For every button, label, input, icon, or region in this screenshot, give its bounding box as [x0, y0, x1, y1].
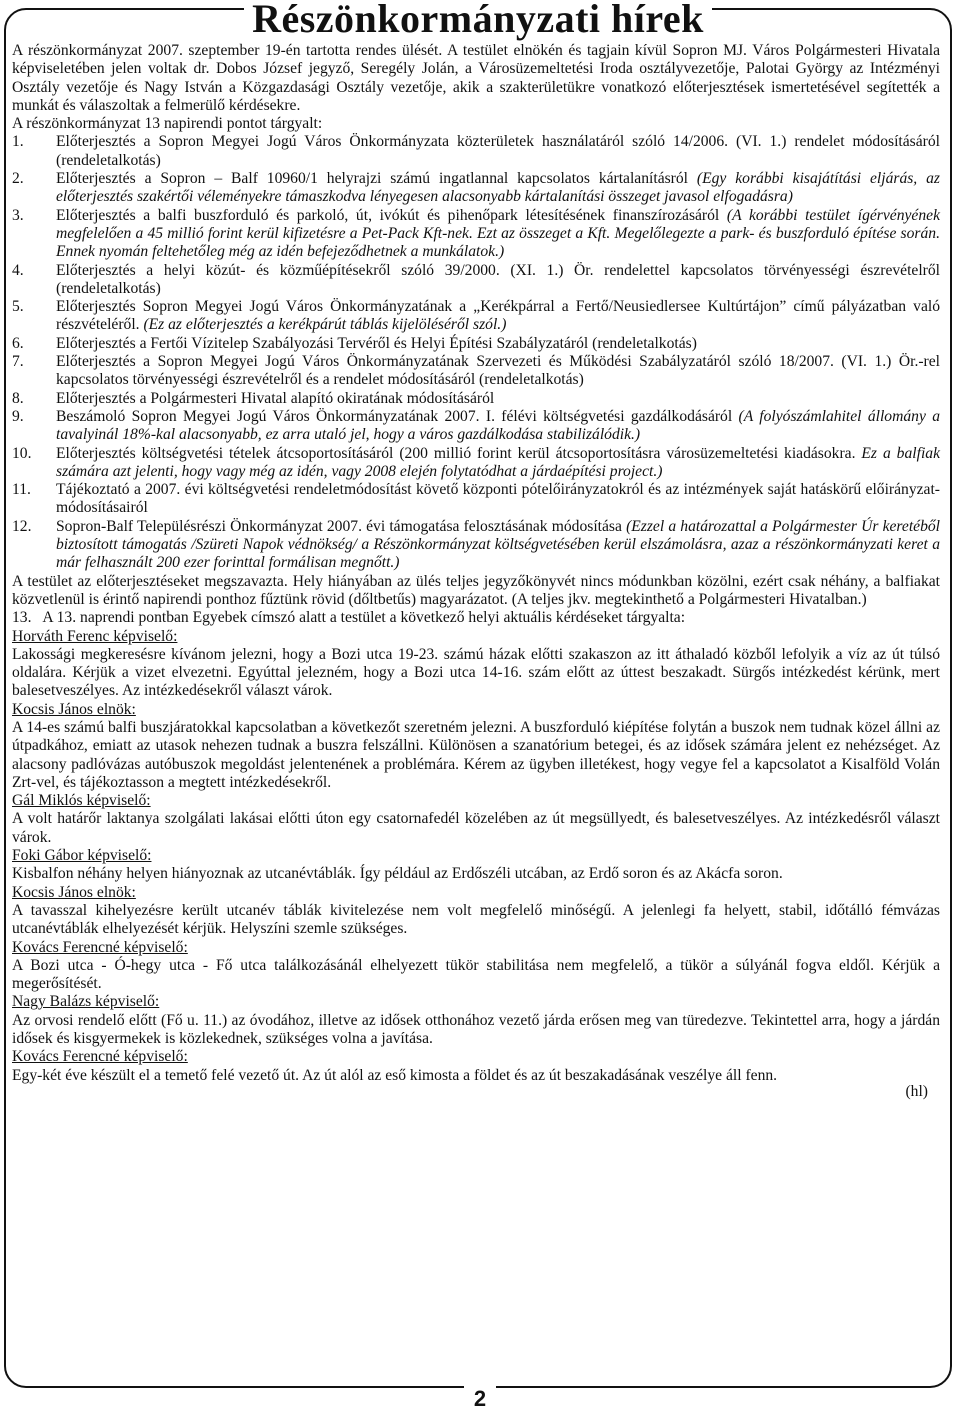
agenda-item-main-text: Beszámoló Sopron Megyei Jogú Város Önkormányzatának 2007. I. félévi költségvetési gazdálkodásáról: [56, 407, 739, 425]
agenda-item: [12, 445, 940, 482]
agenda-item-number: 12.: [12, 517, 32, 535]
agenda-item-number: 7.: [12, 353, 24, 371]
speaker-name: Kovács Ferencné képviselő:: [12, 1048, 188, 1066]
agenda-item: [12, 408, 940, 445]
agenda-item-note: Ez a balfiak számára azt jelenti, hogy vagy még az idén, vagy 2008 elején folytatódhat a járdaépítési project.): [56, 444, 940, 480]
speaker-statement: A volt határőr laktanya szolgálati lakásai előtti úton egy csatornafedél közelében az út megsüllyedt, és balesetveszélyes. Az intézkedésről választ várok.: [12, 810, 940, 846]
agenda-item-number: 11.: [12, 481, 31, 499]
agenda-item-text: [56, 207, 940, 262]
agenda-item-main-text: Előterjesztés a Sopron Megyei Jogú Város Önkormányzatának Szervezeti és Működési Szabályzatáról szóló 18/2007. (VI. 1.) Ör.-rel kapcsolatos törvényességi észrevételről és a rendelet módosításáról (rendeletalkotás): [56, 353, 940, 389]
agenda-item-note: (Egy korábbi kisajátítási eljárás, az előterjesztés szakértői véleményekre támaszkodva lényegesen alacsonyabb kártalanítási összeget javasol elfogadásra): [56, 170, 940, 206]
agenda-item: [12, 170, 940, 207]
agenda-item: [12, 518, 940, 573]
agenda-item-main-text: Előterjesztés a Polgármesteri Hivatal alapító okiratának módosításáról: [56, 389, 495, 407]
speaker-statement: Kisbalfon néhány helyen hiányoznak az utcanévtáblák. Így például az Erdőszéli utcában, az Erdő soron és az Akácfa soron.: [12, 865, 783, 883]
agenda-item: [12, 262, 940, 299]
agenda-item-number: 4.: [12, 261, 24, 279]
page-number-text: 2: [464, 1386, 496, 1411]
agenda-item-note: (Ez az előterjesztés a kerékpárút táblás kijelöléséről szól.): [143, 316, 507, 334]
intro-paragraph: A részönkormányzat 2007. szeptember 19-én tartotta rendes ülését. A testület elnökén és tagjain kívül Sopron MJ. Város Polgármesteri Hivatala képviseletében jelen voltak dr. Dobos József jegyző, Seregély Jolán, a Városüzemeltetési Iroda osztályvezetője, Palotai György az Intézményi Osztály vezetője és Nagy István a Közgazdasági Osztály vezetője, akik a szakterületükre vonatkozó előterjesztések ismertetésével segítették a munkát és válaszoltak a felmerülő kérdésekre.: [12, 42, 940, 114]
speaker-name: Kovács Ferencné képviselő:: [12, 938, 188, 956]
agenda-item-number: 8.: [12, 389, 24, 407]
agenda-item-text: [56, 445, 940, 482]
page-title-text: Részönkormányzati hírek: [244, 0, 712, 41]
agenda-item-main-text: Előterjesztés költségvetési tételek átcsoportosításáról (200 millió forint kerül átcsoportosításra városüzemeltetési kiadásokra.: [56, 444, 862, 462]
page-title: [6, 0, 950, 42]
agenda-item: [12, 298, 940, 335]
agenda-item: [12, 335, 940, 353]
speaker-name: Foki Gábor képviselő:: [12, 847, 152, 865]
agenda-item-main-text: Előterjesztés a helyi közút- és közműépítésekről szóló 39/2000. (XI. 1.) Ör. rendelettel kapcsolatos törvényességi észrevételről (rendeletalkotás): [56, 261, 940, 297]
speaker-statement: Az orvosi rendelő előtt (Fő u. 11.) az óvodához, illetve az idősek otthonához vezető járda erősen meg van türedezve. Tekintettel arra, hogy a járdán idősek és kisgyermekek is közlekednek, szükséges volna a javítása.: [12, 1011, 940, 1048]
agenda-item-text: [56, 408, 940, 445]
agenda-list: [12, 133, 940, 572]
agenda-item-text: [56, 335, 940, 353]
speaker-statement: Lakossági megkeresésre kívánom jelezni, hogy a Bozi utca 19-23. számú házak előtti szakaszon az itt áthaladó közből lefolyik a víz az út túlsó oldalára. Kérjük a vizet elvezetni. Egyúttal jelezném, hogy a Bozi utca 14-16. szám előtt az úttest beszakadt. Sürgős intézkedést kérünk, mert balesetveszélyes. Az intézkedésekről választ várok.: [12, 645, 940, 700]
agenda-item-number: 1.: [12, 133, 24, 151]
agenda-item-main-text: Előterjesztés a Sopron – Balf 10960/1 helyrajzi számú ingatlannal kapcsolatos kártalanításról: [56, 170, 697, 188]
agenda-item-number: 9.: [12, 407, 24, 425]
speaker-statement: A Bozi utca - Ó-hegy utca - Fő utca találkozásánál elhelyezett tükör stabilitása nem megfelelő, a tükör a súlyánál fogva eldől. Kérjük a megerősítését.: [12, 956, 940, 993]
agenda-item: [12, 390, 940, 408]
agenda-item: [12, 207, 940, 262]
agenda-item-text: [56, 262, 940, 299]
agenda-item: [12, 481, 940, 518]
agenda-item-main-text: Előterjesztés a Sopron Megyei Jogú Város Önkormányzata közterületek használatáról szóló 14/2006. (VI. 1.) rendelet módosításáról (rendeletalkotás): [56, 133, 940, 169]
speaker-list: [12, 628, 940, 1085]
agenda-item-main-text: Tájékoztató a 2007. évi költségvetési rendeletmódosítást követő központi pótelőirányzatokról és az intézmények saját hatáskörű előirányzat-módosításairól: [56, 481, 940, 517]
agenda-item-text: [56, 353, 940, 390]
agenda-item-text: [56, 518, 940, 573]
speaker-name: Kocsis János elnök:: [12, 700, 136, 718]
agenda-item-note: (A folyószámlahitel állomány a tavalyinál 18%-kal alacsonyabb, ez arra utaló jel, hogy a város gazdálkodása stabilizálódik.): [56, 407, 940, 444]
agenda-item-number: 2.: [12, 170, 24, 188]
speaker-statement: A tavasszal kihelyezésre került utcanév táblák kivitelezése nem volt megfelelő minőségű. A jelenlegi fa helyett, stabil, időtálló fémvázas utcanévtáblák elhelyezését kérjük. Helyszíni szemle szükséges.: [12, 901, 940, 938]
agenda-item-text: [56, 481, 940, 518]
agenda-item-text: [56, 390, 940, 408]
agenda-item-number: 3.: [12, 206, 24, 224]
article-body: [12, 42, 940, 1101]
agenda-item-main-text: Előterjesztés a Fertői Vízitelep Szabályozási Tervéről és Helyi Építési Szabályzatáról (rendeletalkotás): [56, 334, 697, 352]
agenda-item: [12, 133, 940, 170]
agenda-item: [12, 353, 940, 390]
agenda-item-number: 5.: [12, 298, 24, 316]
summary-paragraph: A testület az előterjesztéseket megszavazta. Hely hiányában az ülés teljes jegyzőkönyvét nincs módunkban közölni, ezért csak néhány, a balfiakat közvetlenül is érintő napirendi ponthoz fűztünk rövid (dőltbetűs) magyarázatot. (A teljes jkv. megtekinthető a Polgármesteri Hivatalban.): [12, 572, 940, 608]
agenda-item-main-text: Előterjesztés Sopron Megyei Jogú Város Önkormányzatának a „Kerékpárral a Fertő/Neusiedlersee Kultúrtájon” című pályázatban való részvételéről.: [56, 298, 940, 334]
agenda-item-note: (A korábbi testület ígérvényének megfelelően a 45 millió forint kerül kifizetésre a Pet-Pack Kft-nek. Ezt az összeget a Kft. Megelőlegezte a park- és buszforduló építése során. Ennek nyomán feltehetőleg még az idén befejeződhetnek a munkálatok.): [56, 206, 940, 261]
author-signature: (hl): [905, 1082, 928, 1100]
agenda-item-number: 10.: [12, 444, 32, 462]
agenda-item-text: [56, 170, 940, 207]
agenda-item-note: (Ezzel a határozattal a Polgármester Úr keretéből biztosított támogatás /Szüreti Napok védnökség/ a Részönkormányzat költségvetésében kerül elszámolásra, azaz a részönkormányzati keret a már felhasznált 200 ezer forinttal formálisan megnőtt.): [56, 517, 940, 572]
agenda-item-main-text: Előterjesztés a balfi buszforduló és parkoló, út, ivókút és pihenőpark létesítésének finanszírozásáról: [56, 206, 727, 224]
agenda-item-main-text: Sopron-Balf Településrészi Önkormányzat 2007. évi támogatása felosztásának módosítása: [56, 517, 627, 535]
speaker-statement: A 14-es számú balfi buszjáratokkal kapcsolatban a következőt szeretném jelezni. A buszforduló kiépítése folytán a buszok nem tudnak közel állni az útpadkához, emiatt az utasok nehezen tudnak a buszra felszállni. Különösen a szanatórium betegei, és az idősek számára jelent ez nehézséget. Az alacsony padlóvázas autóbuszok megoldást jelentenének a problémára. Kérem az ügyben illetékest, hogy vegye fel a kapcsolatot a Kisalföld Volán Zrt-vel, és tájékoztasson a megtett intézkedésekről.: [12, 718, 940, 791]
item-13: 13. A 13. naprendi pontban Egyebek címszó alatt a testület a következő helyi aktuális kérdéseket tárgyalta:: [12, 609, 686, 627]
agenda-item-text: [56, 298, 940, 335]
speaker-name: Gál Miklós képviselő:: [12, 792, 151, 810]
speaker-statement: Egy-két éve készült el a temető felé vezető út. Az út alól az eső kimosta a földet és az út beszakadásának veszélye áll fenn.: [12, 1066, 778, 1084]
speaker-name: Kocsis János elnök:: [12, 883, 136, 901]
agenda-item-number: 6.: [12, 334, 24, 352]
page-number: [0, 1386, 960, 1412]
agenda-item-text: [56, 133, 940, 170]
speaker-name: Nagy Balázs képviselő:: [12, 993, 160, 1011]
agenda-intro: A részönkormányzat 13 napirendi pontot tárgyalt:: [12, 115, 323, 133]
speaker-name: Horváth Ferenc képviselő:: [12, 627, 178, 645]
